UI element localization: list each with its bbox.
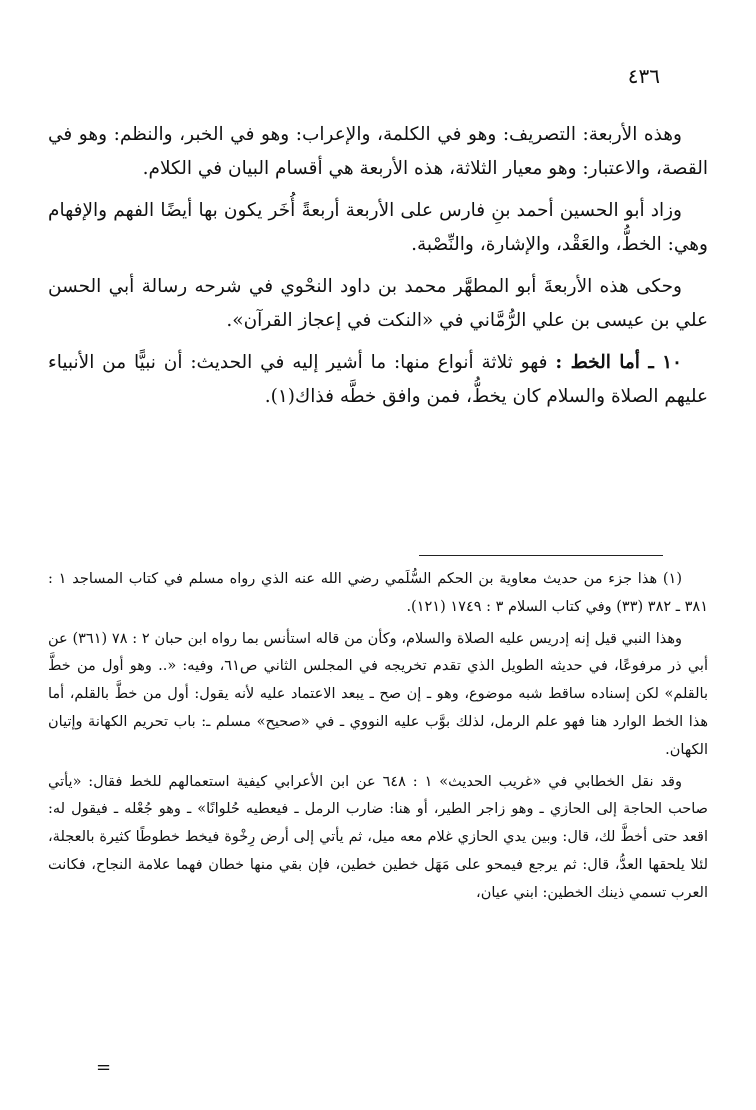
footnotes: [48, 566, 708, 912]
footnote-1-continued-a: وهذا النبي قيل إنه إدريس عليه الصلاة والسلام، وكأن من قاله استأنس بما رواه ابن حبان ٢ : ٧٨ (٣٦١) عن أبي ذر مرفوعًا، في حديثه الطويل الذي تقدم تخريجه في المجلس الثاني ص٦١، وفيه: «.. وهو أول من خطَّ بالقلم» لكن إسناده ساقط شبه موضوع، وهو ـ إن صح ـ يبعد الاعتماد عليه لأنه يقول: أول من خطَّ بالقلم، أما هذا الخط الوارد هنا فهو علم الرمل، لذلك بوَّب عليه النووي ـ في «صحيح» مسلم ـ: باب تحريم الكهانة وإتيان الكهان.: [48, 630, 708, 758]
main-text: [48, 118, 708, 422]
section-text: فهو ثلاثة أنواع منها: ما أشير إليه في الحديث: أن نبيًّا من الأنبياء عليهم الصلاة والسلام كان يخطُّ، فمن وافق خطَّه فذاك(١).: [48, 352, 708, 407]
footnote-1-continued-b: وقد نقل الخطابي في «غريب الحديث» ١ : ٦٤٨ عن ابن الأعرابي كيفية استعمالهم للخط فقال: «يأتي صاحب الحاجة إلى الحازي ـ وهو زاجر الطير، أو هنا: ضارب الرمل ـ فيعطيه حُلوانًا» ـ وهو جُعْله ـ فيقول له: اقعد حتى أخطَّ لك، قال: وبين يدي الحازي غلام معه ميل، ثم يأتي إلى أرض رِخْوة فيخط خطوطًا كثيرة بالعجلة، لئلا يلحقها العدُّ، قال: ثم يرجع فيمحو على مَهَل خطين خطين، فإن بقي منها خطان فهما علامة النجاح، فكانت العرب تسمي ذينك الخطين: ابني عيان،: [48, 773, 708, 901]
page-number: ٤٣٦: [627, 64, 660, 88]
footnote-divider: [419, 555, 663, 556]
paragraph-ibn-faris: وزاد أبو الحسين أحمد بنِ فارس على الأربعة أربعةً أُخَر يكون بها أيضًا الفهم والإفهام وهي: الخطُّ، والعَقْد، والإشارة، والنِّصْبة.: [48, 200, 708, 255]
paragraph-abu-al-mutahhar: وحكى هذه الأربعةَ أبو المطهَّر محمد بن داود النحْوي في شرحه رسالة أبي الحسن علي بن عيسى بن علي الرُّمَّاني في «النكت في إعجاز القرآن».: [48, 276, 708, 331]
footnote-continuation-mark: =: [96, 1057, 112, 1078]
section-writing: [48, 346, 708, 414]
section-heading: ١٠ ـ أما الخط :: [555, 352, 682, 373]
footnote-1: (١) هذا جزء من حديث معاوية بن الحكم السُّلَمي رضي الله عنه الذي رواه مسلم في كتاب المساجد ١ : ٣٨١ ـ ٣٨٢ (٣٣) وفي كتاب السلام ٣ : ١٧٤٩ (١٢١).: [48, 571, 708, 615]
paragraph-four-sciences: وهذه الأربعة: التصريف: وهو في الكلمة، والإعراب: وهو في الخبر، والنظم: وهو في القصة، والاعتبار: وهو معيار الثلاثة، هذه الأربعة هي أقسام البيان في الكلام.: [48, 124, 708, 179]
